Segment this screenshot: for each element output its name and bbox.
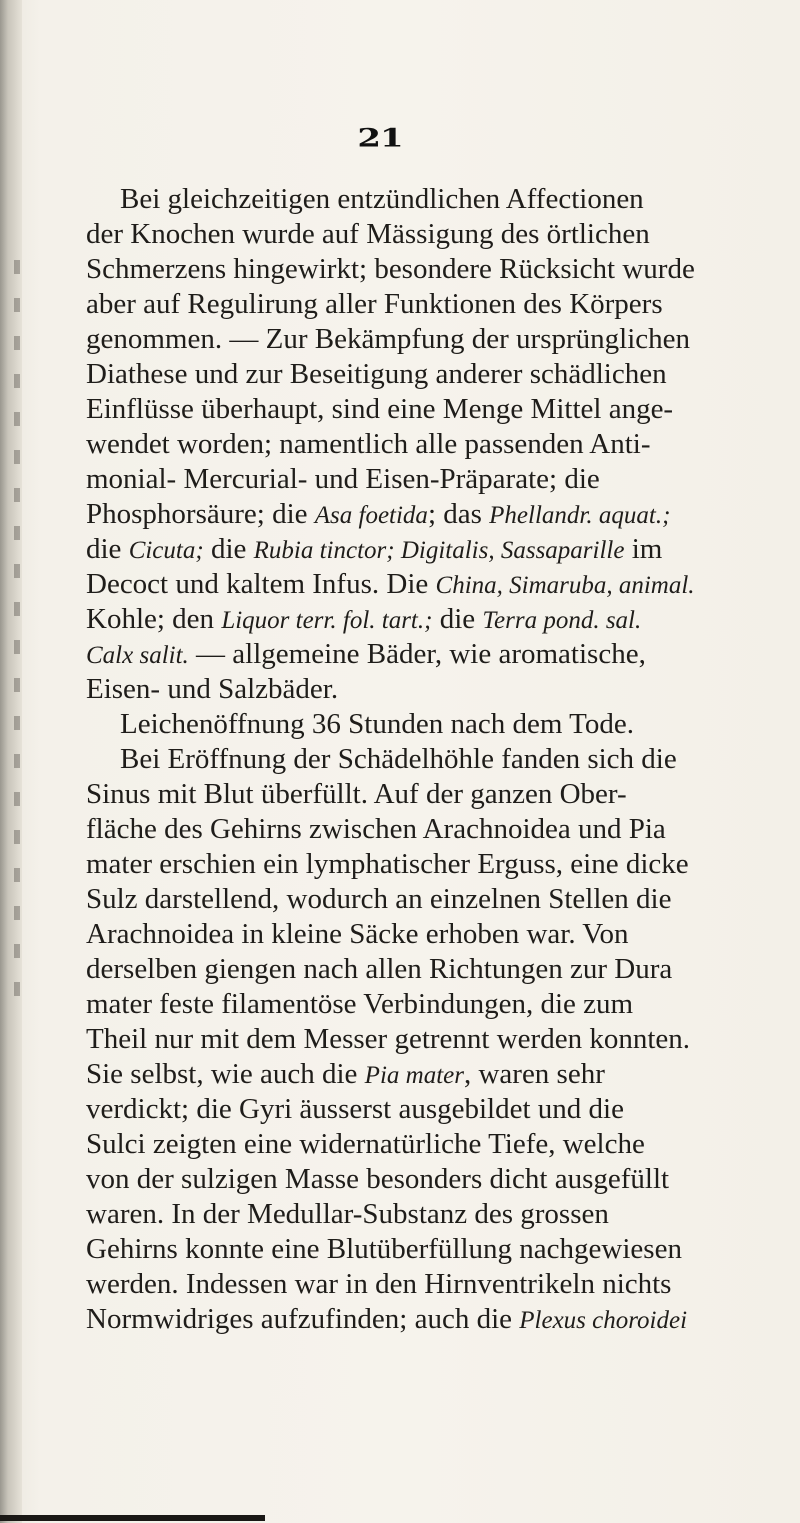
text-line: Eisen- und Salzbäder.: [86, 673, 339, 705]
italic-term: Plexus choroidei: [519, 1307, 688, 1334]
italic-term: Calx salit.: [86, 642, 189, 669]
text-line: Gehirns konnte eine Blutüberfüllung nachgewiesen: [86, 1233, 682, 1265]
text-line: [86, 496, 798, 532]
text-line: Diathese und zur Beseitigung anderer schädlichen: [86, 358, 667, 390]
text-line: [86, 601, 798, 637]
text-line: [86, 566, 798, 602]
text-line: Arachnoidea in kleine Säcke erhoben war. Von: [86, 918, 629, 950]
text-line: Schmerzens hingewirkt; besondere Rücksicht wurde: [86, 253, 695, 285]
text-span: Phosphorsäure; die: [86, 498, 315, 530]
section-heading: Leichenöffnung 36 Stunden nach dem Tode.: [120, 708, 634, 740]
text-line: von der sulzigen Masse besonders dicht ausgefüllt: [86, 1163, 670, 1195]
text-line: genommen. — Zur Bekämpfung der ursprünglichen: [86, 323, 691, 355]
text-line: mater feste filamentöse Verbindungen, die zum: [86, 988, 634, 1020]
italic-term: Phellandr. aquat.;: [489, 502, 671, 529]
text-span: die: [203, 533, 254, 565]
text-line: Sinus mit Blut überfüllt. Auf der ganzen Ober-: [86, 778, 627, 810]
text-line: fläche des Gehirns zwischen Arachnoidea und Pia: [86, 813, 666, 845]
text-line: [86, 531, 798, 567]
text-line: [86, 636, 798, 672]
text-line: Bei Eröffnung der Schädelhöhle fanden sich die: [120, 743, 677, 775]
italic-term: Liquor terr. fol. tart.;: [221, 607, 433, 634]
text-line: waren. In der Medullar-Substanz des grossen: [86, 1198, 609, 1230]
text-line: wendet worden; namentlich alle passenden Anti-: [86, 428, 651, 460]
text-line: Einflüsse überhaupt, sind eine Menge Mittel ange-: [86, 393, 674, 425]
text-line: der Knochen wurde auf Mässigung des örtlichen: [86, 218, 650, 250]
text-line: Bei gleichzeitigen entzündlichen Affectionen: [120, 183, 644, 215]
text-line: [86, 1301, 798, 1337]
text-line: Sulz darstellend, wodurch an einzelnen Stellen die: [86, 883, 672, 915]
text-span: ; das: [427, 498, 490, 530]
text-span: die: [432, 603, 483, 635]
text-line: verdickt; die Gyri äusserst ausgebildet und die: [86, 1093, 624, 1125]
italic-term: Pia mater: [364, 1062, 464, 1089]
italic-term: Cicuta;: [128, 537, 204, 564]
text-span: — allgemeine Bäder, wie aromatische,: [188, 638, 646, 670]
bottom-scan-edge: [0, 1515, 265, 1521]
text-span: im: [624, 533, 663, 565]
text-line: derselben giengen nach allen Richtungen zur Dura: [86, 953, 673, 985]
text-span: Normwidriges aufzufinden; auch die: [86, 1303, 520, 1335]
text-line: werden. Indessen war in den Hirnventrikeln nichts: [86, 1268, 672, 1300]
text-span: Decoct und kaltem Infus. Die: [86, 568, 436, 600]
text-span: die: [86, 533, 129, 565]
text-line: Theil nur mit dem Messer getrennt werden konnten.: [86, 1023, 691, 1055]
text-line: monial- Mercurial- und Eisen-Präparate; die: [86, 463, 600, 495]
italic-term: China, Simaruba, animal.: [435, 572, 695, 599]
page-number: 21: [357, 123, 403, 153]
italic-term: Rubia tinctor; Digitalis, Sassaparille: [253, 537, 625, 564]
text-line: mater erschien ein lymphatischer Erguss, eine dicke: [86, 848, 689, 880]
text-span: , waren sehr: [463, 1058, 605, 1090]
text-line: aber auf Regulirung aller Funktionen des Körpers: [86, 288, 663, 320]
text-span: Sie selbst, wie auch die: [86, 1058, 365, 1090]
text-span: Kohle; den: [86, 603, 222, 635]
italic-term: Terra pond. sal.: [482, 607, 642, 634]
text-line: [86, 1056, 798, 1092]
text-line: Sulci zeigten eine widernatürliche Tiefe, welche: [86, 1128, 645, 1160]
italic-term: Asa foetida: [314, 502, 428, 529]
